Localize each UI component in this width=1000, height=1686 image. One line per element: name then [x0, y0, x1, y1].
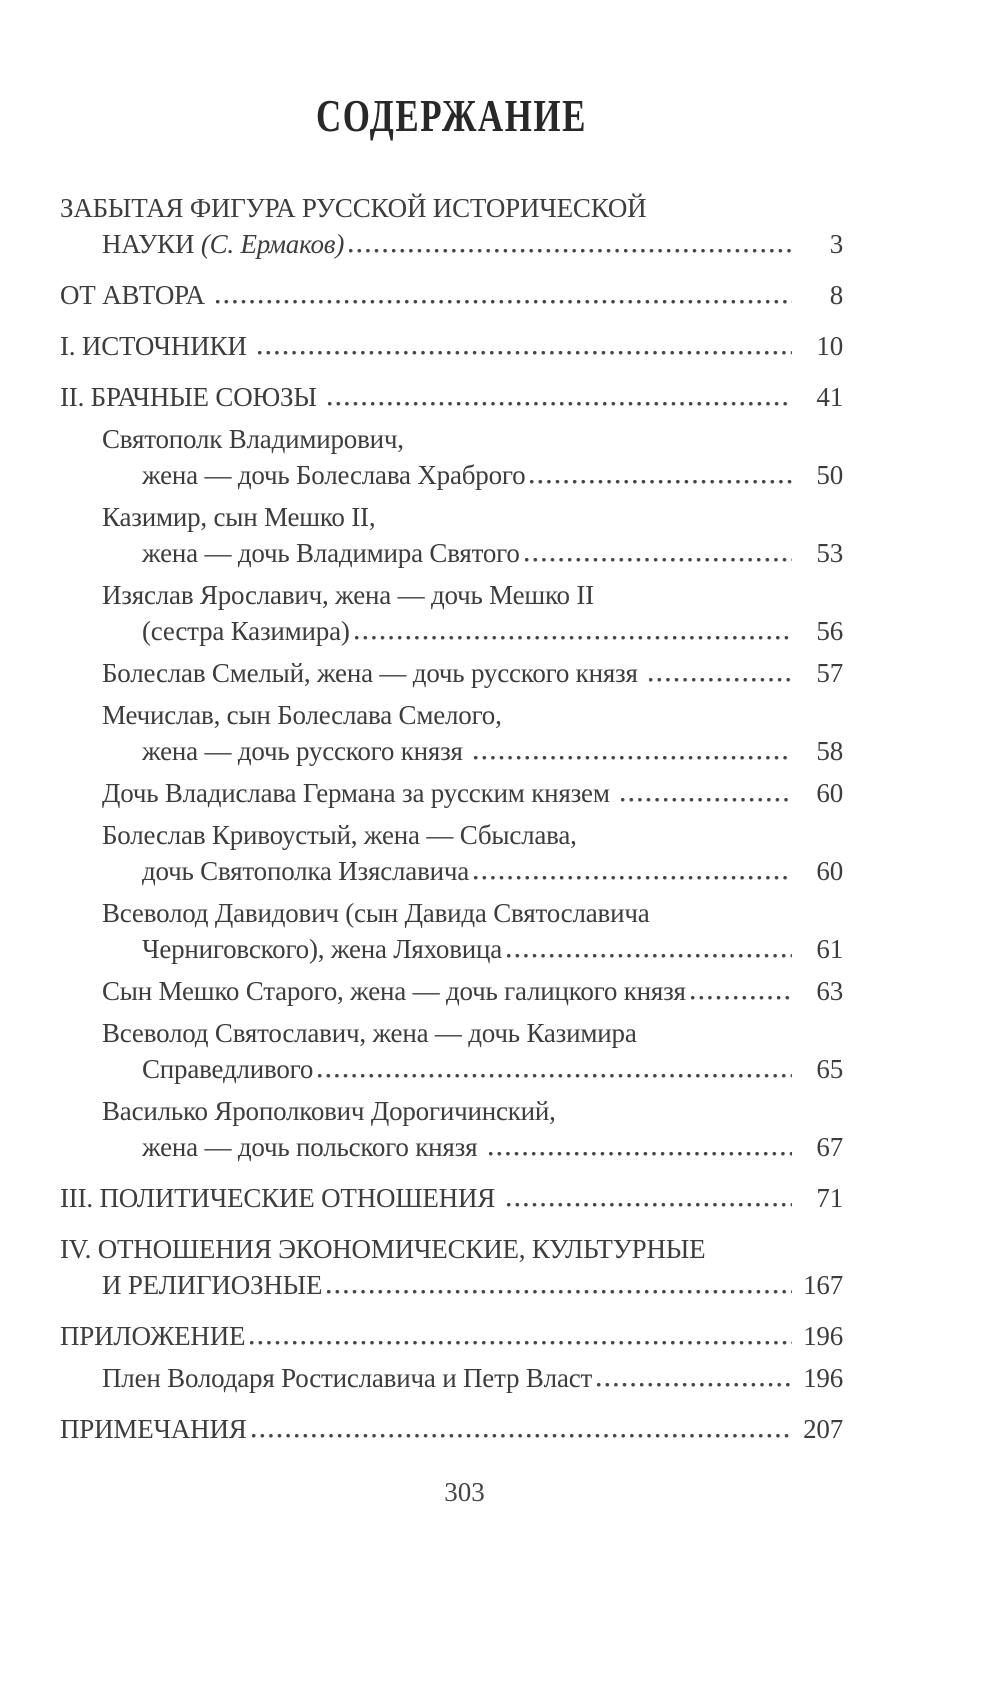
dot-leader	[349, 249, 792, 253]
toc-entry	[60, 1411, 843, 1447]
toc-line	[60, 577, 843, 613]
dot-leader	[252, 1434, 792, 1438]
toc-line	[60, 1180, 843, 1216]
toc-entry	[60, 421, 843, 493]
page-number: 58	[816, 736, 843, 767]
toc-content	[60, 88, 843, 1510]
toc-line-text: НАУКИ	[102, 229, 201, 260]
dot-leader	[649, 678, 792, 682]
toc-entry	[60, 1180, 843, 1216]
toc-line-text: Мечислав, сын Болеслава Смелого,	[102, 700, 502, 731]
toc-entry	[60, 1015, 843, 1087]
page-number: 207	[803, 1414, 843, 1445]
page-number: 50	[816, 460, 843, 491]
toc-line	[60, 277, 843, 313]
toc-line	[60, 1360, 843, 1396]
dot-leader	[530, 480, 792, 484]
dot-leader	[474, 876, 792, 880]
toc-line-text: дочь Святополка Изяславича	[142, 856, 470, 887]
toc-entry	[60, 697, 843, 769]
toc-line	[60, 421, 843, 457]
toc-line	[60, 499, 843, 535]
toc-entry	[60, 499, 843, 571]
toc-line	[60, 190, 843, 226]
page-number: 63	[816, 976, 843, 1007]
toc-line-text: Справедливого	[142, 1054, 314, 1085]
dot-leader	[258, 351, 792, 355]
toc-line-text: IV. ОТНОШЕНИЯ ЭКОНОМИЧЕСКИЕ, КУЛЬТУРНЫЕ	[60, 1234, 706, 1265]
toc-entry	[60, 1360, 843, 1396]
toc-line-text: ЗАБЫТАЯ ФИГУРА РУССКОЙ ИСТОРИЧЕСКОЙ	[60, 193, 647, 224]
dot-leader	[250, 1341, 792, 1345]
dot-leader	[328, 402, 792, 406]
toc-line	[60, 1129, 843, 1165]
toc-line	[60, 853, 843, 889]
toc-entry	[60, 1318, 843, 1354]
toc-line	[60, 1015, 843, 1051]
dot-leader	[318, 1074, 792, 1078]
toc-line	[60, 1411, 843, 1447]
toc-line-text: Святополк Владимирович,	[102, 424, 404, 455]
toc-line-text: Сын Мешко Старого, жена — дочь галицкого князя	[102, 976, 686, 1007]
page-number: 71	[816, 1183, 843, 1214]
page-number: 196	[803, 1363, 843, 1394]
toc-line	[60, 1051, 843, 1087]
toc-entry	[60, 190, 843, 262]
toc-line-text: И РЕЛИГИОЗНЫЕ	[102, 1270, 323, 1301]
toc-line	[60, 697, 843, 733]
footer-page-number: 303	[444, 1477, 485, 1508]
toc-line-text: Черниговского), жена Ляховица	[142, 934, 503, 965]
toc-line-text-italic: (С. Ермаков)	[200, 229, 345, 260]
book-page	[0, 88, 1000, 1686]
toc-line	[60, 1267, 843, 1303]
toc-line	[60, 535, 843, 571]
toc-entry	[60, 277, 843, 313]
toc-line	[60, 931, 843, 967]
toc-line	[60, 1318, 843, 1354]
toc-line-text: III. ПОЛИТИЧЕСКИЕ ОТНОШЕНИЯ	[60, 1183, 502, 1214]
toc-line	[60, 895, 843, 931]
toc-line-text: жена — дочь польского князя	[142, 1132, 484, 1163]
toc-line-text: ПРИЛОЖЕНИЕ	[60, 1321, 246, 1352]
toc-line	[60, 457, 843, 493]
dot-leader	[327, 1290, 792, 1294]
toc-line-text: жена — дочь Владимира Святого	[142, 538, 520, 569]
toc-entry	[60, 655, 843, 691]
toc-line-text: жена — дочь Болеслава Храброго	[142, 460, 526, 491]
page-number: 60	[816, 778, 843, 809]
toc-line	[60, 973, 843, 1009]
toc-line	[60, 733, 843, 769]
page-number: 67	[816, 1132, 843, 1163]
toc-entry	[60, 775, 843, 811]
toc-line-text: ОТ АВТОРА	[60, 280, 212, 311]
toc-line	[60, 775, 843, 811]
toc-entry	[60, 817, 843, 889]
toc-line	[60, 655, 843, 691]
toc-entry	[60, 577, 843, 649]
toc-line-text: Казимир, сын Мешко II,	[102, 502, 376, 533]
page-number: 41	[816, 382, 843, 413]
page-number: 60	[816, 856, 843, 887]
page-number: 10	[816, 331, 843, 362]
page-number: 53	[816, 538, 843, 569]
toc-line-text: Плен Володаря Ростиславича и Петр Власт	[102, 1363, 593, 1394]
dot-leader	[621, 798, 792, 802]
toc-line-text: Василько Ярополкович Дорогичинский,	[102, 1096, 556, 1127]
dot-leader	[355, 636, 792, 640]
toc-line	[60, 1093, 843, 1129]
dot-leader	[525, 558, 792, 562]
toc-line-text: Всеволод Давидович (сын Давида Святославича	[102, 898, 650, 929]
page-number: 57	[816, 658, 843, 689]
page-number: 8	[829, 280, 843, 311]
toc-line	[60, 379, 843, 415]
toc-line-text: Дочь Владислава Германа за русским князем	[102, 778, 617, 809]
toc-line-text: жена — дочь русского князя	[142, 736, 470, 767]
toc-line-text: Болеслав Смелый, жена — дочь русского князя	[102, 658, 645, 689]
toc-line-text: I. ИСТОЧНИКИ	[60, 331, 254, 362]
page-title: СОДЕРЖАНИЕ	[316, 90, 587, 141]
toc-line	[60, 328, 843, 364]
dot-leader	[507, 954, 792, 958]
toc-line-text: Изяслав Ярославич, жена — дочь Мешко II	[102, 580, 594, 611]
toc-list	[60, 190, 843, 1447]
dot-leader	[216, 300, 792, 304]
toc-line	[60, 817, 843, 853]
toc-entry	[60, 328, 843, 364]
page-number: 56	[816, 616, 843, 647]
toc-line-text: (сестра Казимира)	[142, 616, 350, 647]
toc-line	[60, 226, 843, 262]
dot-leader	[474, 756, 792, 760]
toc-line	[60, 613, 843, 649]
dot-leader	[691, 996, 792, 1000]
toc-entry	[60, 1093, 843, 1165]
toc-line-text: ПРИМЕЧАНИЯ	[60, 1414, 247, 1445]
toc-line-text: II. БРАЧНЫЕ СОЮЗЫ	[60, 382, 324, 413]
toc-entry	[60, 1231, 843, 1303]
toc-line-text: Всеволод Святославич, жена — дочь Казимира	[102, 1018, 637, 1049]
dot-leader	[597, 1383, 792, 1387]
toc-entry	[60, 973, 843, 1009]
toc-line-text: Болеслав Кривоустый, жена — Сбыслава,	[102, 820, 577, 851]
page-number: 167	[803, 1270, 843, 1301]
page-number: 61	[816, 934, 843, 965]
toc-line	[60, 1231, 843, 1267]
dot-leader	[507, 1203, 792, 1207]
dot-leader	[489, 1152, 792, 1156]
toc-entry	[60, 895, 843, 967]
page-number: 196	[803, 1321, 843, 1352]
page-number: 65	[816, 1054, 843, 1085]
page-number: 3	[829, 229, 843, 260]
toc-entry	[60, 379, 843, 415]
